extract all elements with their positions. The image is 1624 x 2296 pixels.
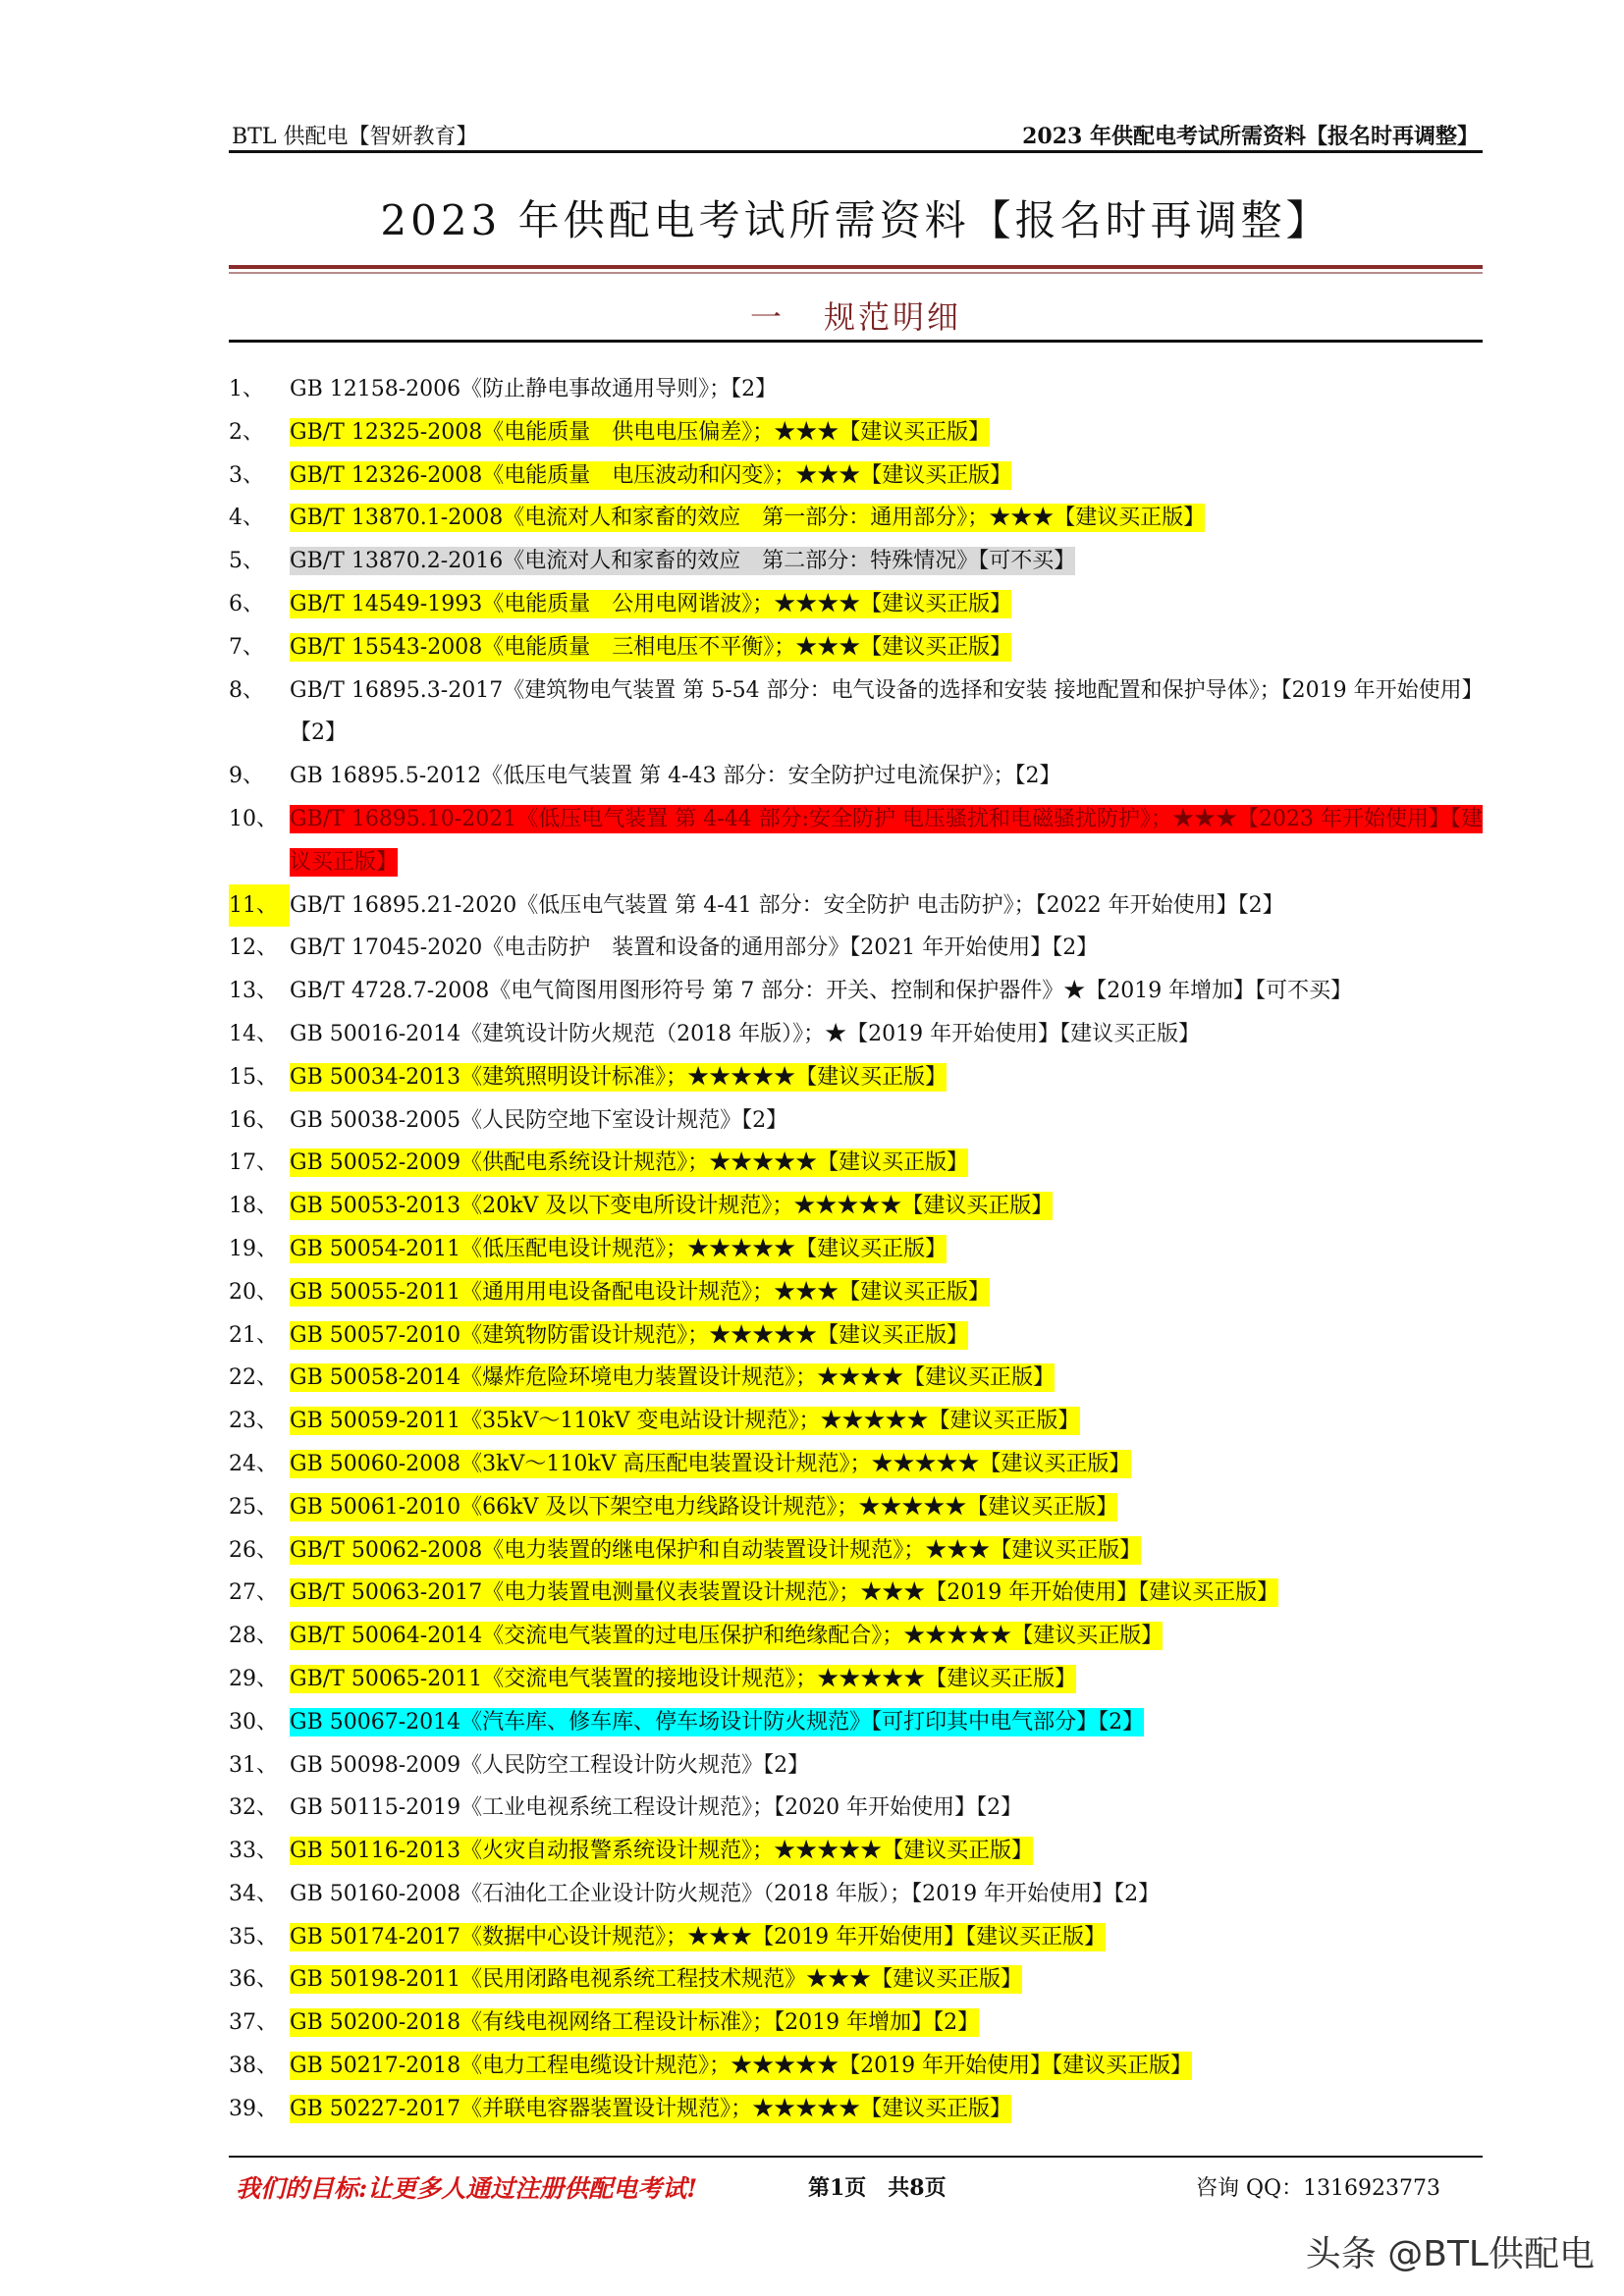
list-item-number: 11、: [229, 884, 290, 928]
list-item-text: [290, 1443, 1131, 1486]
list-item-text: [290, 626, 1011, 669]
list-item-highlight: GB/T 14549-1993《电能质量 公用电网谐波》；★★★★【建议买正版】: [290, 591, 1012, 616]
list-item: [229, 1615, 1495, 1658]
list-item-number: 35、: [229, 1924, 278, 1949]
list-item-text: [290, 669, 1483, 756]
contact-qq: 咨询 QQ：1316923773: [1196, 2176, 1441, 2201]
list-item-text: [290, 1701, 1144, 1744]
page-footer: [229, 2165, 1483, 2205]
list-item-number: 16、: [229, 1107, 278, 1133]
list-item: [229, 626, 1495, 669]
list-item-highlight: GB 50059-2011《35kV～110kV 变电站设计规范》；★★★★★【建议买正版】: [290, 1409, 1080, 1434]
list-item-text: [290, 1830, 1033, 1873]
list-item-text: [290, 1228, 947, 1271]
list-item-number: 32、: [229, 1795, 278, 1821]
section-heading: [229, 293, 1483, 338]
list-item: [229, 1099, 1495, 1143]
list-item-number: 4、: [229, 506, 264, 531]
list-item-number: 34、: [229, 1881, 278, 1906]
list-item-number: 29、: [229, 1666, 278, 1691]
list-item-text: [290, 1400, 1080, 1443]
list-item-number: 23、: [229, 1409, 278, 1434]
list-item: [229, 884, 1495, 928]
list-item-text: [290, 1744, 809, 1788]
list-item-text: [290, 1529, 1141, 1573]
list-item-number: 8、: [229, 677, 264, 703]
list-item-highlight: GB 50060-2008《3kV～110kV 高压配电装置设计规范》；★★★★★【建议买正版】: [290, 1451, 1131, 1476]
list-item-text: [290, 1572, 1278, 1615]
list-item-number: 6、: [229, 591, 264, 616]
list-item: [229, 1830, 1495, 1873]
list-item-text: [290, 970, 1352, 1013]
list-item: [229, 1314, 1495, 1358]
list-item-text: [290, 411, 990, 454]
list-item-highlight: GB 50098-2009《人民防空工程设计防火规范》【2】: [290, 1752, 810, 1778]
list-item: [229, 669, 1495, 756]
list-item: [229, 583, 1495, 626]
list-item: [229, 1228, 1495, 1271]
list-item-highlight: GB 16895.5-2012《低压电气装置 第 4-43 部分：安全防护过电流保护》；【2】: [290, 764, 1061, 789]
list-item-number: 26、: [229, 1537, 278, 1563]
list-item-number: 2、: [229, 419, 264, 445]
list-item: [229, 1916, 1495, 1959]
list-item: [229, 1271, 1495, 1314]
list-item-text: [290, 1486, 1117, 1529]
list-item: [229, 1529, 1495, 1573]
list-item-text: [290, 1013, 1200, 1056]
list-item: [229, 798, 1495, 884]
list-item: [229, 1572, 1495, 1615]
list-item-number: 20、: [229, 1279, 278, 1305]
list-item: [229, 1658, 1495, 1701]
list-item-number: 17、: [229, 1150, 278, 1176]
footer-slogan: 我们的目标:让更多人通过注册供配电考试!: [236, 2174, 698, 2203]
list-item-number: 14、: [229, 1021, 278, 1046]
list-item-text: [290, 2088, 1011, 2131]
page-number: 第1页 共8页: [808, 2175, 947, 2201]
list-item: [229, 1873, 1495, 1916]
list-item: [229, 1142, 1495, 1185]
list-item: [229, 1056, 1495, 1099]
section-label: 规范明细: [824, 298, 962, 336]
list-item: [229, 1400, 1495, 1443]
list-item-number: 3、: [229, 462, 264, 488]
list-item-text: [290, 583, 1011, 626]
section-number: 一: [749, 298, 785, 336]
list-item-highlight: GB 50200-2018《有线电视网络工程设计标准》；【2019 年增加】【2】: [290, 2010, 980, 2036]
list-item-text: [290, 1615, 1163, 1658]
list-item-text: [290, 798, 1483, 884]
list-item-highlight: GB/T 16895.3-2017《建筑物电气装置 第 5-54 部分：电气设备的选择和安装 接地配置和保护导体》；【2019 年开始使用】【2】: [290, 677, 1473, 746]
list-item: [229, 1744, 1495, 1788]
list-item-highlight: GB 50057-2010《建筑物防雷设计规范》；★★★★★【建议买正版】: [290, 1322, 969, 1348]
list-item-highlight: GB 50227-2017《并联电容器装置设计规范》；★★★★★【建议买正版】: [290, 2096, 1012, 2121]
list-item-highlight: GB 50034-2013《建筑照明设计标准》；★★★★★【建议买正版】: [290, 1064, 947, 1090]
list-item-text: [290, 1142, 968, 1185]
list-item-text: [290, 1958, 1022, 2002]
list-item-number: 18、: [229, 1194, 278, 1219]
list-item-text: [290, 2002, 979, 2045]
list-item: [229, 755, 1495, 798]
list-item: [229, 1357, 1495, 1400]
list-item: [229, 497, 1495, 540]
list-item-highlight: GB 50067-2014《汽车库、修车库、停车场设计防火规范》【可打印其中电气部分】【2】: [290, 1709, 1145, 1735]
list-item-text: [290, 884, 1284, 928]
list-item-highlight: GB 50055-2011《通用用电设备配电设计规范》；★★★【建议买正版】: [290, 1279, 991, 1305]
list-item: [229, 970, 1495, 1013]
list-item-highlight: GB/T 50062-2008《电力装置的继电保护和自动装置设计规范》；★★★【建议买正版】: [290, 1537, 1142, 1563]
list-item-text: [290, 1271, 990, 1314]
header-right-text: 2023 年供配电考试所需资料【报名时再调整】: [1022, 124, 1479, 149]
list-item-highlight: GB 50160-2008《石油化工企业设计防火规范》（2018 年版）；【2019 年开始使用】【2】: [290, 1881, 1161, 1906]
list-item: [229, 1486, 1495, 1529]
list-item-highlight: GB/T 50063-2017《电力装置电测量仪表装置设计规范》；★★★【2019 年开始使用】【建议买正版】: [290, 1580, 1279, 1606]
list-item: [229, 1443, 1495, 1486]
page-title: 2023 年供配电考试所需资料【报名时再调整】: [380, 196, 1331, 244]
list-item-number: 36、: [229, 1967, 278, 1993]
list-item-number: 27、: [229, 1580, 278, 1606]
list-item: [229, 1958, 1495, 2002]
list-item-text: [290, 1873, 1160, 1916]
list-item-highlight: GB/T 15543-2008《电能质量 三相电压不平衡》；★★★【建议买正版】: [290, 634, 1012, 660]
list-item-number: 33、: [229, 1839, 278, 1864]
standards-list: [229, 368, 1495, 2131]
list-item-text: [290, 1056, 947, 1099]
list-item-number: 13、: [229, 979, 278, 1004]
list-item-text: [290, 927, 1098, 970]
list-item-number: 22、: [229, 1365, 278, 1391]
list-item-highlight: GB 50061-2010《66kV 及以下架空电力线路设计规范》；★★★★★【建议买正版】: [290, 1494, 1118, 1520]
list-item-number: 39、: [229, 2096, 278, 2121]
header-left-text: BTL 供配电【智妍教育】: [232, 125, 478, 149]
list-item: [229, 368, 1495, 411]
list-item-highlight: GB 50038-2005《人民防空地下室设计规范》【2】: [290, 1107, 788, 1133]
list-item-highlight: GB 50217-2018《电力工程电缆设计规范》；★★★★★【2019 年开始使用】【建议买正版】: [290, 2054, 1193, 2079]
list-item-text: [290, 497, 1205, 540]
list-item-highlight: GB/T 4728.7-2008《电气简图用图形符号 第 7 部分：开关、控制和保护器件》★【2019 年增加】【可不买】: [290, 979, 1353, 1004]
list-item-highlight: GB/T 12326-2008《电能质量 电压波动和闪变》；★★★【建议买正版】: [290, 462, 1012, 488]
watermark: 头条 @BTL供配电: [1305, 2234, 1595, 2274]
list-item-highlight: GB 50058-2014《爆炸危险环境电力装置设计规范》；★★★★【建议买正版】: [290, 1365, 1056, 1391]
list-item-highlight: GB 50115-2019《工业电视系统工程设计规范》；【2020 年开始使用】【2】: [290, 1795, 1023, 1821]
list-item-text: [290, 1787, 1022, 1830]
list-item-text: [290, 1099, 787, 1143]
header-rule: [229, 150, 1483, 153]
list-item-text: [290, 540, 1075, 583]
list-item-highlight: GB 50052-2009《供配电系统设计规范》；★★★★★【建议买正版】: [290, 1150, 969, 1176]
list-item-text: [290, 1185, 1053, 1228]
list-item-text: [290, 755, 1061, 798]
title-double-rule: [229, 265, 1483, 277]
list-item-number: 5、: [229, 549, 264, 574]
list-item-text: [290, 1916, 1106, 1959]
list-item: [229, 1013, 1495, 1056]
list-item-highlight: GB/T 13870.2-2016《电流对人和家畜的效应 第二部分：特殊情况》【可不买】: [290, 549, 1076, 574]
list-item-highlight: GB/T 50065-2011《交流电气装置的接地设计规范》；★★★★★【建议买正版】: [290, 1666, 1077, 1691]
list-item-highlight: GB 12158-2006《防止静电事故通用导则》；【2】: [290, 377, 778, 401]
list-item-number: 15、: [229, 1064, 278, 1090]
list-item: [229, 1787, 1495, 1830]
list-item-number: 7、: [229, 634, 264, 660]
list-item: [229, 2088, 1495, 2131]
list-item: [229, 927, 1495, 970]
list-item-highlight: GB/T 50064-2014《交流电气装置的过电压保护和绝缘配合》；★★★★★【建议买正版】: [290, 1624, 1164, 1649]
list-item-number: 30、: [229, 1709, 278, 1735]
list-item-number: 25、: [229, 1494, 278, 1520]
list-item-highlight: GB 50053-2013《20kV 及以下变电所设计规范》；★★★★★【建议买正版】: [290, 1194, 1054, 1219]
list-item-highlight: GB 50116-2013《火灾自动报警系统设计规范》；★★★★★【建议买正版】: [290, 1839, 1034, 1864]
list-item: [229, 2002, 1495, 2045]
list-item-highlight: GB 50054-2011《低压配电设计规范》；★★★★★【建议买正版】: [290, 1236, 947, 1261]
list-item: [229, 2045, 1495, 2088]
list-item-number: 37、: [229, 2010, 278, 2036]
list-item: [229, 454, 1495, 498]
list-item-text: [290, 454, 1011, 498]
list-item-text: [290, 1314, 968, 1358]
list-item-highlight: GB 50198-2011《民用闭路电视系统工程技术规范》★★★【建议买正版】: [290, 1967, 1023, 1993]
list-item-text: [290, 1357, 1055, 1400]
list-item-text: [290, 1658, 1076, 1701]
list-item-highlight: GB 50174-2017《数据中心设计规范》；★★★【2019 年开始使用】【建议买正版】: [290, 1924, 1107, 1949]
list-item: [229, 1701, 1495, 1744]
list-item-number: 24、: [229, 1451, 278, 1476]
list-item-number: 31、: [229, 1752, 278, 1778]
list-item-text: [290, 368, 777, 411]
section-rule: [229, 340, 1483, 343]
list-item-highlight: GB/T 12325-2008《电能质量 供电电压偏差》；★★★【建议买正版】: [290, 419, 991, 445]
list-item-number: 28、: [229, 1624, 278, 1649]
list-item-number: 1、: [229, 377, 264, 401]
page-header: [229, 116, 1483, 149]
list-item-number: 21、: [229, 1322, 278, 1348]
list-item-highlight: GB/T 16895.21-2020《低压电气装置 第 4-41 部分：安全防护 电击防护》；【2022 年开始使用】【2】: [290, 892, 1284, 918]
list-item-number: 19、: [229, 1236, 278, 1261]
list-item: [229, 540, 1495, 583]
list-item-text: [290, 2045, 1192, 2088]
list-item-highlight: GB/T 16895.10-2021《低压电气装置 第 4-44 部分:安全防护 电压骚扰和电磁骚扰防护》；★★★【2023 年开始使用】【建议买正版】: [290, 806, 1484, 875]
list-item-highlight: GB/T 17045-2020《电击防护 装置和设备的通用部分》【2021 年开始使用】【2】: [290, 935, 1099, 961]
list-item: [229, 411, 1495, 454]
list-item-number: 10、: [229, 806, 278, 831]
list-item-number: 38、: [229, 2054, 278, 2079]
list-item-number: 12、: [229, 935, 278, 961]
list-item-number: 9、: [229, 764, 264, 789]
list-item-highlight: GB/T 13870.1-2008《电流对人和家畜的效应 第一部分：通用部分》；★★★【建议买正版】: [290, 506, 1206, 531]
footer-rule: [229, 2156, 1483, 2158]
list-item: [229, 1185, 1495, 1228]
list-item-highlight: GB 50016-2014《建筑设计防火规范（2018 年版）》；★【2019 年开始使用】【建议买正版】: [290, 1021, 1201, 1046]
